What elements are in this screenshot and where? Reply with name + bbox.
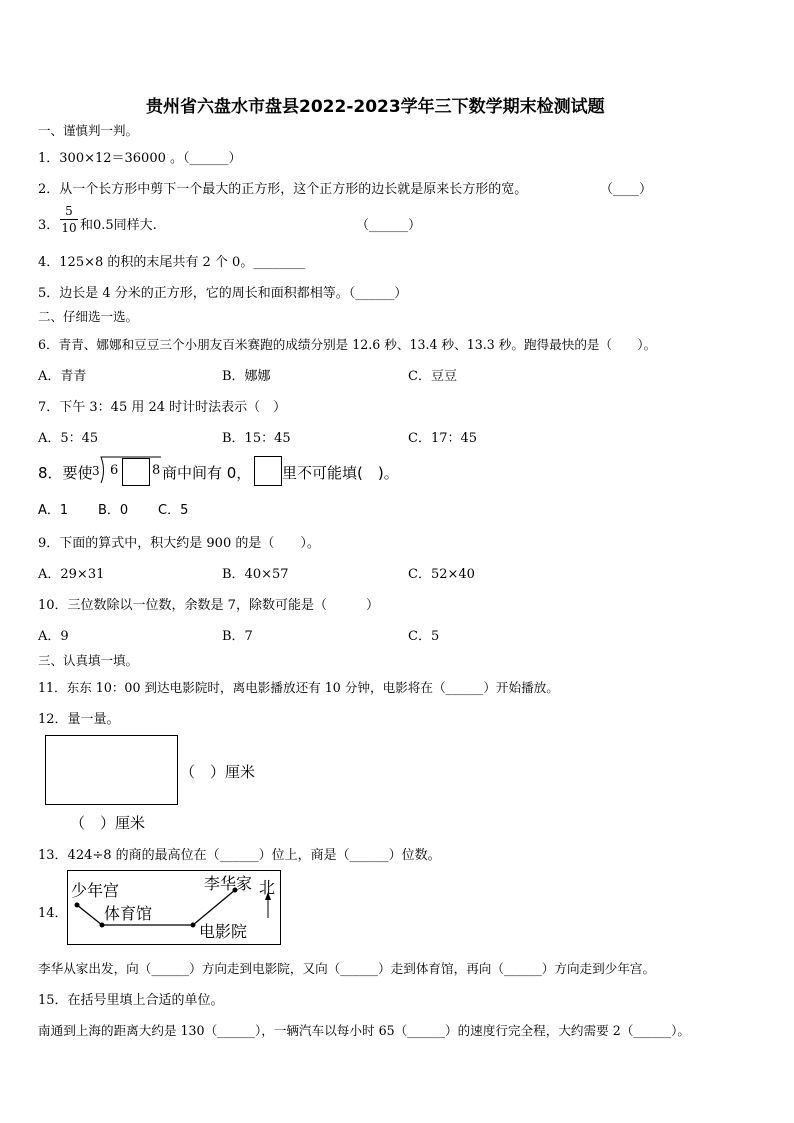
- answer-blank-box: [254, 456, 282, 486]
- dividend-digit-2: 8: [152, 463, 161, 478]
- page-title: 贵州省六盘水市盘县2022-2023学年三下数学期末检测试题: [146, 97, 605, 117]
- question-11: 11．东东 10：00 到达电影院时，离电影播放还有 10 分钟，电影将在（______）开始播放。: [38, 680, 559, 695]
- question-9-option-c: C．52×40: [408, 567, 475, 582]
- question-7-option-b: B．15：45: [222, 431, 291, 446]
- question-5: 5．边长是 4 分米的正方形，它的周长和面积都相等。（______）: [38, 286, 408, 301]
- measure-rectangle: [45, 735, 178, 805]
- question-2-blank: （____）: [600, 182, 653, 197]
- map-label-north: 北: [259, 878, 276, 897]
- question-8-prefix: 8．要使: [38, 464, 93, 482]
- question-15-text: 南通到上海的距离大约是 130（______），一辆汽车以每小时 65（______）的速度行完全程，大约需要 2（______）。: [38, 1023, 690, 1038]
- section-3-heading: 三、认真填一填。: [38, 653, 139, 668]
- question-7: 7．下午 3：45 用 24 时计时法表示（ ）: [38, 400, 287, 415]
- divisor: 3: [92, 464, 100, 478]
- question-6-option-a: A．青青: [38, 369, 87, 384]
- fraction: [60, 204, 78, 235]
- shaonian-point: [75, 903, 80, 908]
- fraction-numerator: 5: [65, 204, 73, 218]
- map-label-dianying: 电影院: [199, 922, 248, 941]
- dianying-point: [191, 923, 196, 928]
- rectangle-width-blank: （ ）厘米: [70, 814, 146, 832]
- question-12: 12．量一量。: [38, 712, 120, 727]
- dividend-digit-1: 6: [110, 463, 119, 478]
- question-2: 2．从一个长方形中剪下一个最大的正方形，这个正方形的边长就是原来长方形的宽。: [38, 182, 528, 197]
- question-6-option-b: B．娜娜: [222, 369, 271, 384]
- question-6-option-c: C．豆豆: [408, 369, 457, 384]
- question-13: 13．424÷8 的商的最高位在（______）位上，商是（______）位数。: [38, 848, 441, 863]
- question-3-number: 3．: [38, 218, 60, 233]
- question-9-option-b: B．40×57: [222, 567, 289, 582]
- question-14-text: 李华从家出发，向（______）方向走到电影院，又向（______）走到体育馆，再向（______）方向走到少年宫。: [38, 961, 656, 976]
- question-8-end: 里不可能填( )。: [282, 464, 399, 482]
- question-8-option-a: A．1: [38, 503, 69, 518]
- question-15: 15．在括号里填上合适的单位。: [38, 993, 224, 1008]
- question-8-option-b: B．0: [98, 503, 129, 518]
- question-7-option-c: C．17：45: [408, 431, 478, 446]
- section-2-heading: 二、仔细选一选。: [38, 309, 139, 324]
- question-6: 6．青青、娜娜和豆豆三个小朋友百米赛跑的成绩分别是 12.6 秒、13.4 秒、13.3 秒。跑得最快的是（ ）。: [38, 337, 657, 352]
- section-1-heading: 一、谨慎判一判。: [38, 123, 139, 138]
- question-4: 4．125×8 的积的末尾共有 2 个 0。________: [38, 255, 306, 270]
- rectangle-height-blank: （ ）厘米: [180, 763, 256, 781]
- question-10-option-b: B．7: [222, 629, 253, 644]
- fraction-denominator: 10: [61, 221, 77, 235]
- dividend-blank-box: [122, 458, 150, 486]
- question-8-middle: 商中间有 0，: [162, 464, 252, 482]
- question-1: 1．300×12＝36000 。（______）: [38, 151, 242, 166]
- map-label-tiyu: 体育馆: [104, 904, 153, 923]
- question-10-option-c: C．5: [408, 629, 440, 644]
- map-label-lihua: 李华家: [204, 874, 253, 893]
- map-label-shaonian: 少年宫: [71, 881, 120, 900]
- question-9: 9．下面的算式中，积大约是 900 的是（ ）。: [38, 536, 320, 551]
- question-3-text: 和0.5同样大.: [80, 218, 157, 233]
- question-7-option-a: A．5：45: [38, 431, 99, 446]
- question-10-option-a: A．9: [38, 629, 69, 644]
- question-10: 10．三位数除以一位数，余数是 7，除数可能是（ ）: [38, 598, 379, 613]
- question-9-option-a: A．29×31: [38, 567, 105, 582]
- question-8-option-c: C．5: [158, 503, 189, 518]
- question-3-blank: （______）: [356, 218, 422, 233]
- question-14-number: 14．: [38, 906, 68, 921]
